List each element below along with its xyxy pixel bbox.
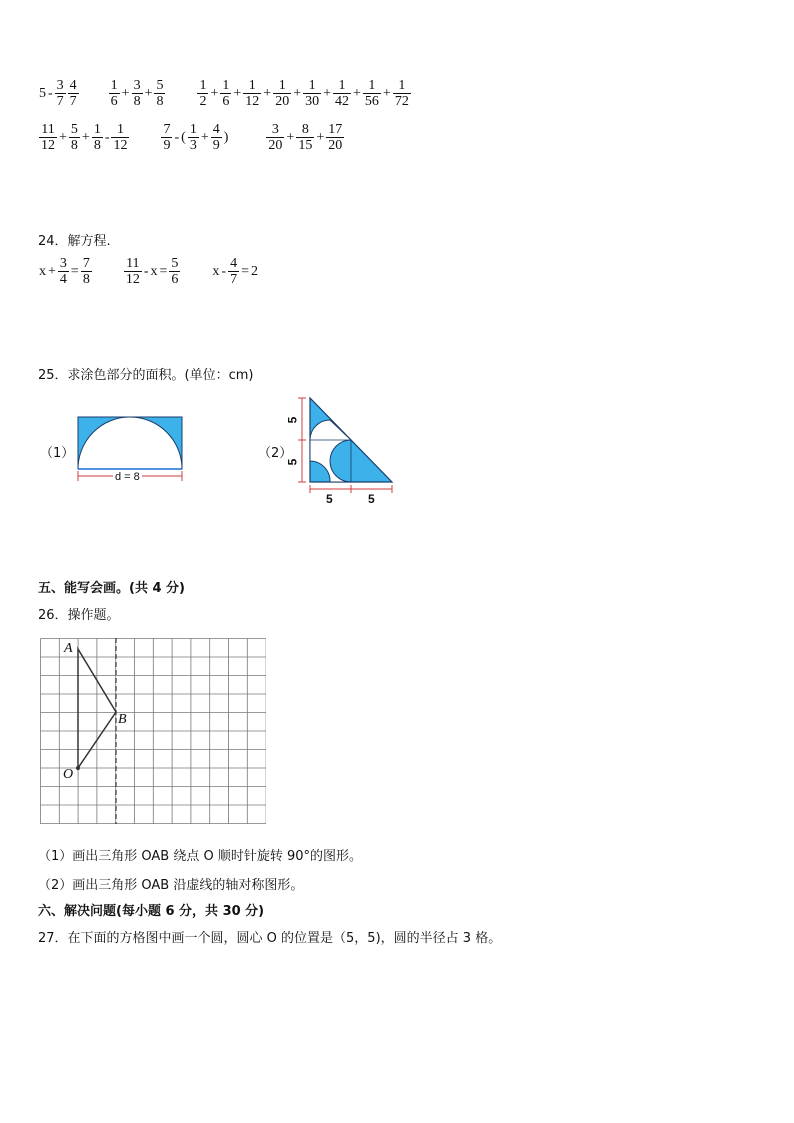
- q24-title: 24．解方程.: [38, 234, 111, 249]
- label-o: O: [63, 767, 74, 782]
- fraction: $\frac{11}{12}$: [41, 122, 55, 153]
- fraction: $\frac{1}{6}$: [222, 78, 230, 109]
- fraction: $\frac{7}{9}$: [163, 122, 171, 153]
- operator: +: [263, 85, 272, 101]
- dim-label: 5: [285, 458, 300, 466]
- operator: +: [286, 129, 295, 145]
- q26-subquestion-1: （1）画出三角形 OAB 绕点 O 顺时针旋转 90°的图形。: [38, 849, 363, 864]
- operator: +: [293, 85, 302, 101]
- expression-row-2: [38, 122, 345, 153]
- fraction: $\frac{7}{8}$: [82, 256, 90, 287]
- fraction: $\frac{8}{15}$: [298, 122, 313, 153]
- expression-row-1: [38, 78, 412, 109]
- equals: =: [70, 263, 79, 279]
- operator: +: [48, 263, 56, 279]
- fraction: $\frac{1}{72}$: [394, 78, 409, 109]
- dim-label: 5: [285, 416, 300, 424]
- fraction: $\frac{1}{30}$: [305, 78, 320, 109]
- label-b: B: [118, 712, 127, 727]
- section-6-title: 六、解决问题(每小题 6 分，共 30 分): [38, 904, 265, 919]
- fraction: $\frac{5}{8}$: [156, 78, 164, 109]
- operator: -: [143, 263, 149, 279]
- fraction: $\frac{3}{8}$: [133, 78, 141, 109]
- q24-equations: [38, 256, 259, 287]
- section-5-title: 五、能写会画。(共 4 分): [38, 581, 185, 596]
- operator: +: [121, 85, 130, 101]
- operator: +: [323, 85, 332, 101]
- operator: +: [353, 85, 361, 101]
- operator: -: [48, 85, 53, 101]
- fraction: $\frac{17}{20}$: [328, 122, 343, 153]
- q26-subquestion-2: （2）画出三角形 OAB 沿虚线的轴对称图形。: [38, 878, 304, 893]
- variable-x: x: [39, 263, 46, 279]
- fig2-label: （2）: [258, 446, 293, 461]
- right-paren: ): [223, 129, 229, 145]
- equals: =: [159, 263, 168, 279]
- q25-title: 25．求涂色部分的面积。(单位：cm): [38, 368, 254, 383]
- fraction: $\frac{4}{7}$: [69, 78, 77, 109]
- operator: +: [210, 85, 219, 101]
- fraction: $\frac{1}{20}$: [275, 78, 290, 109]
- fraction: $\frac{1}{56}$: [364, 78, 379, 109]
- operator: +: [200, 129, 209, 145]
- operator: -: [174, 129, 180, 145]
- equals: =: [241, 263, 249, 279]
- operator: +: [316, 129, 325, 145]
- fraction: $\frac{1}{8}$: [93, 122, 101, 153]
- fraction: $\frac{1}{12}$: [245, 78, 260, 109]
- label-a: A: [64, 641, 73, 656]
- left-paren: (: [181, 129, 186, 145]
- fraction: $\frac{1}{6}$: [110, 78, 118, 109]
- fraction: $\frac{1}{42}$: [335, 78, 350, 109]
- operator: +: [144, 85, 153, 101]
- dimension-d-label: d = 8: [115, 471, 140, 483]
- fraction: $\frac{1}{2}$: [199, 78, 207, 109]
- q26-title: 26．操作题。: [38, 608, 120, 623]
- operator: +: [59, 129, 67, 145]
- grid-lines: [41, 639, 267, 825]
- fig1-label: （1）: [40, 446, 75, 461]
- figure-triangle: [288, 394, 398, 506]
- operator: +: [382, 85, 391, 101]
- fraction: $\frac{1}{12}$: [113, 122, 128, 153]
- dim-label: 5: [368, 492, 375, 506]
- fraction: $\frac{11}{12}$: [125, 256, 140, 287]
- dim-label: 5: [326, 492, 333, 506]
- operator: -: [104, 129, 110, 145]
- fraction: $\frac{3}{20}$: [268, 122, 283, 153]
- q27-title: 27．在下面的方格图中画一个圆，圆心 O 的位置是（5，5)，圆的半径占 3 格。: [38, 931, 502, 946]
- fraction: $\frac{1}{3}$: [189, 122, 197, 153]
- fraction: $\frac{4}{9}$: [212, 122, 220, 153]
- operator: +: [81, 129, 90, 145]
- variable-x: x: [150, 263, 158, 279]
- grid-figure: [40, 638, 266, 826]
- point-o: [76, 766, 80, 770]
- variable-x: x: [212, 263, 220, 279]
- whole-number: 5: [39, 85, 46, 101]
- fraction: $\frac{4}{7}$: [230, 256, 238, 287]
- fraction: $\frac{3}{4}$: [59, 256, 67, 287]
- number: 2: [250, 263, 258, 279]
- fraction: $\frac{5}{6}$: [171, 256, 179, 287]
- operator: +: [233, 85, 242, 101]
- fraction: $\frac{5}{8}$: [70, 122, 78, 153]
- fraction: $\frac{3}{7}$: [56, 78, 64, 109]
- operator: -: [221, 263, 227, 279]
